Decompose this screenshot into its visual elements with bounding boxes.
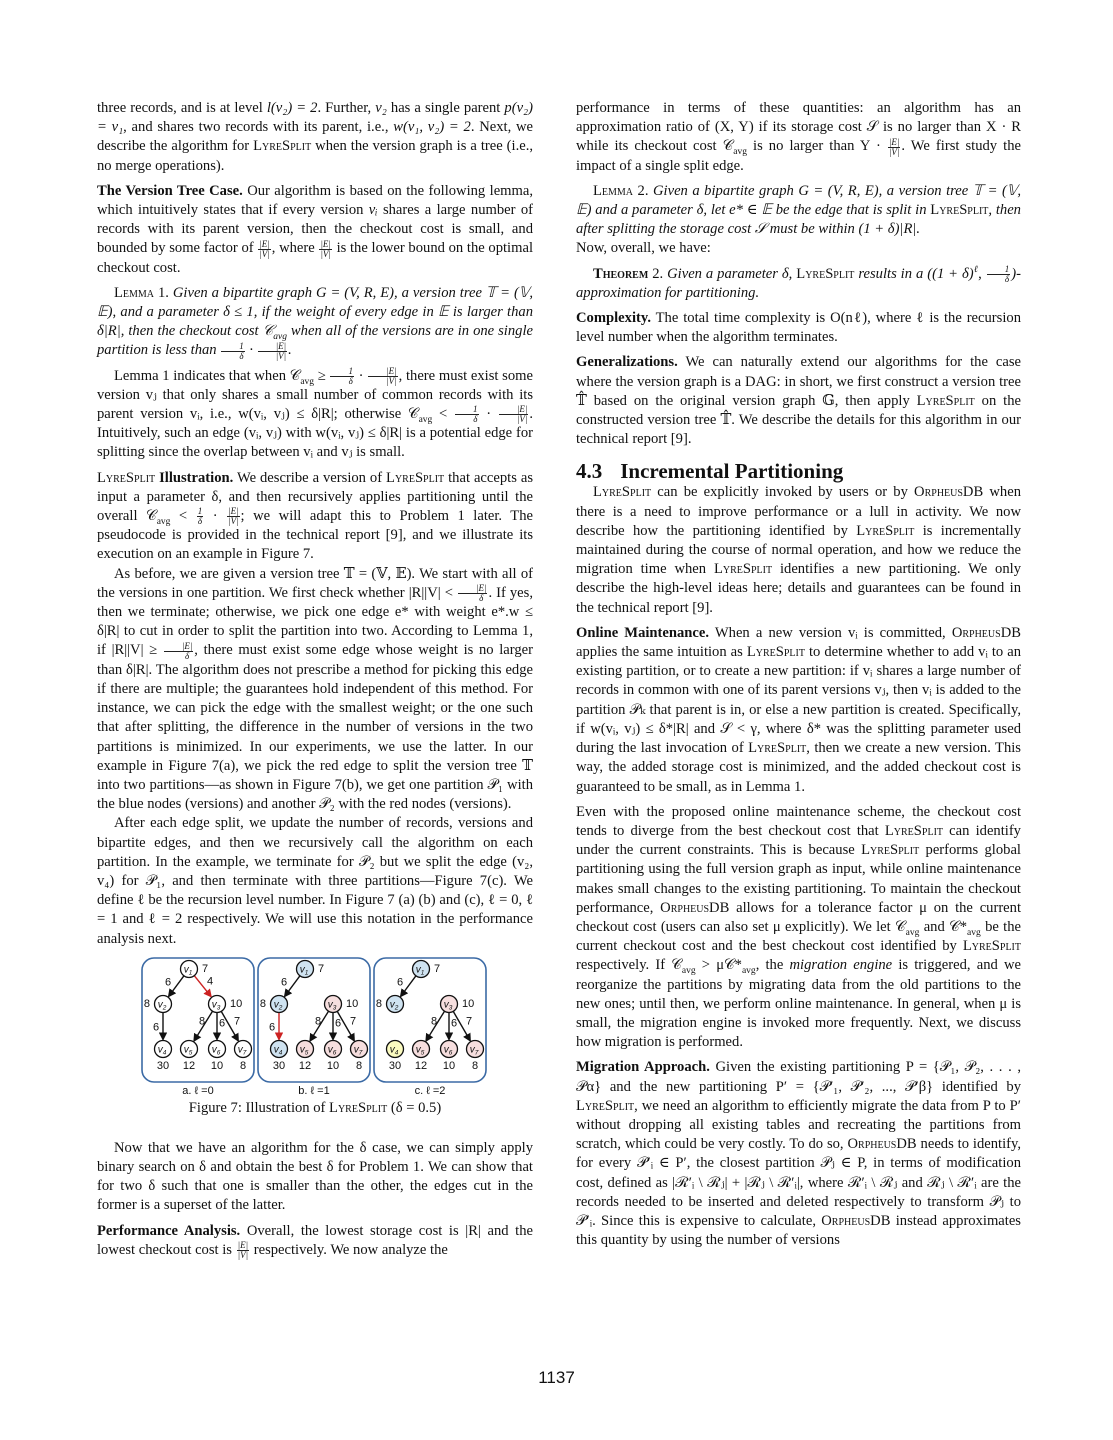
text: when the version graph is a tree (i.e., no merge operations).: [97, 138, 533, 174]
svg-text:7: 7: [434, 962, 441, 975]
svg-text:6: 6: [396, 976, 404, 989]
fraction-E-over-V: $\frac{|E|}{|V|}$: [368, 367, 397, 386]
svg-text:6: 6: [164, 976, 172, 989]
svg-text:v2: $v_2$: [389, 999, 399, 1012]
svg-text:7: 7: [465, 1015, 473, 1028]
system-name: LyreSplit: [593, 484, 652, 501]
system-name: LyreSplit: [962, 938, 1021, 955]
text: , there must exist some edge whose weight is no larger than δ|R|. The algorithm does not prescribe a method for picking this edge if there are multiple; the guarantees hold independent of this method. For instance, we can pick the edge with the smallest weight; or the one such that after splitting, the difference in the number of versions in the two partitions is minimized. In our experiments, we use the latter. In our example in Figure 7(a), we pick the red edge to split the version tree 𝕋 into two partitions—as shown in Figure 7(b), we get one partition 𝒫₁ with the blue nodes (versions) and another 𝒫₂ with the red nodes (versions).: [97, 642, 533, 813]
text: Even with the proposed online maintenance scheme, the checkout cost tends to diverge from the best checkout cost that: [576, 803, 1021, 839]
fraction-E-over-V: $\frac{|E|}{|V|}$: [237, 1239, 249, 1260]
svg-text:8: 8: [355, 1059, 363, 1072]
subscript: avg: [156, 516, 171, 527]
svg-text:10: 10: [230, 997, 243, 1010]
paragraph-lemma1-discussion: Lemma 1 indicates that when 𝒞$_{avg}$ ≥ $\frac{1}{\delta}$ · $\frac{|E|}{|V|}$ , there must exist some version vⱼ that only shares a small number of common records with its parent version vᵢ, i.e., w(vᵢ, vⱼ) ≤ δ|R|; otherwise 𝒞$_{avg}$ < $\frac{1}{\delta}$ · $\frac{|E|}{|V|}$ . Intuitively, such an edge (vᵢ, vⱼ) with w(vᵢ, vⱼ) ≤ δ|R| is a potential edge for splitting since the overlap between vᵢ and vⱼ is small.: [97, 365, 533, 461]
svg-text:7: 7: [349, 1015, 357, 1028]
svg-text:12: 12: [182, 1059, 196, 1072]
text: when there is a need to improve performance or a lull in activity. We now describe how the partitioning identified by: [576, 484, 1021, 539]
text: when all of the versions are in one single partition is less than: [97, 323, 533, 359]
text: ; we will adapt this to Problem 1 later. The pseudocode is provided in the technical report [9], and we illustrate its execution on an example in Figure 7.: [97, 508, 533, 563]
paragraph-version-tree-case: [97, 182, 533, 278]
subscript: avg: [681, 966, 696, 977]
svg-text:6: 6: [334, 1017, 342, 1030]
svg-text:v7: $v_7$: [237, 1044, 247, 1057]
figure-7: [97, 957, 533, 1133]
system-name: LyreSplit: [713, 561, 773, 578]
system-name: LyreSplit: [329, 1099, 388, 1116]
subscript: avg: [905, 927, 920, 938]
text: Overall, the lowest storage cost is |R| and the lowest checkout cost is: [97, 1222, 533, 1258]
math: l(v₂) = 2: [266, 100, 318, 116]
section-heading: [576, 459, 1021, 483]
svg-text:v1: $v_1$: [183, 964, 193, 977]
svg-text:v7: $v_7$: [469, 1044, 479, 1057]
text: Our algorithm is based on the following lemma, which intuitively states that if every version: [97, 182, 533, 219]
svg-text:8: 8: [314, 1015, 322, 1028]
text: has a single parent: [386, 100, 505, 116]
svg-text:8: 8: [259, 997, 266, 1010]
theorem-label: Theorem: [593, 265, 649, 282]
theorem-2: [576, 265, 1021, 303]
fraction-1-over-delta: $\frac{1}{\delta}$: [455, 405, 479, 424]
text: needs to identify, for every 𝒫′ᵢ ∈ P′, the closest partition 𝒫ⱼ ∈ P, in terms of modification cost, defined as |ℛ′ᵢ \ ℛⱼ| + |ℛⱼ \ ℛ′ᵢ|, where ℛ′ᵢ \ ℛⱼ and ℛⱼ \ ℛ′ᵢ are the records needed to be inserted and deleted respectively to transform 𝒫ⱼ to 𝒫′ᵢ. Since this is expensive to calculate,: [576, 1136, 1021, 1229]
text: . Next, we describe the algorithm for: [97, 119, 534, 155]
section-number: 4.3: [576, 459, 603, 484]
text: can identify under the current constraints. This is because: [576, 822, 1021, 859]
svg-text:30: 30: [388, 1059, 402, 1072]
text: , then after splitting the storage cost 𝒮 must be within (1 + δ)|R|.: [576, 202, 1021, 238]
text: is no larger than Y ·: [746, 138, 887, 155]
fraction-E-over-V: $\frac{|E|}{|V|}$: [228, 506, 239, 527]
text: Given a parameter δ,: [663, 265, 797, 282]
svg-text:7: 7: [233, 1015, 241, 1028]
theorem-number: 2.: [648, 265, 664, 282]
paragraph-complexity: [576, 309, 1021, 347]
text: and 𝒞*: [919, 918, 968, 935]
text: The total time complexity is O(nℓ), where ℓ is the recursion level number when the algorithm terminates.: [576, 310, 1021, 346]
text: . We first study the impact of a single split edge.: [576, 138, 1021, 174]
svg-text:v6: $v_6$: [327, 1044, 337, 1057]
figure-panel-3: [374, 958, 486, 1097]
paragraph-heading: Migration Approach.: [576, 1059, 710, 1076]
text: , then we create a new version. This way, the added storage cost is minimized, and the added checkout cost is guaranteed to be small, as in Lemma 1.: [576, 740, 1021, 795]
svg-text:v2: $v_2$: [273, 999, 283, 1012]
left-column: [97, 99, 533, 1260]
svg-text:v4: $v_4$: [273, 1044, 283, 1057]
svg-text:8: 8: [239, 1059, 247, 1072]
paragraph-intro: [97, 99, 533, 176]
math: v₂: [375, 100, 387, 116]
text: .: [288, 342, 292, 359]
paragraph-heading: The Version Tree Case.: [97, 182, 243, 199]
fraction-E-over-V: $\frac{|E|}{|V|}$: [258, 342, 287, 361]
svg-text:b. ℓ =1: b. ℓ =1: [298, 1084, 330, 1097]
fraction-E-over-delta: $\frac{|E|}{\delta}$: [164, 642, 193, 661]
svg-text:6: 6: [152, 1021, 160, 1034]
fraction-E-over-V: $\frac{|E|}{|V|}$: [499, 405, 528, 424]
subscript: avg: [300, 376, 315, 387]
fraction-1-over-delta: $\frac{1}{\delta}$: [330, 367, 354, 386]
fraction-E-over-V: $\frac{|E|}{|V|}$: [259, 238, 270, 259]
text: . If yes, then we terminate; otherwise, we pick one edge e* with weight e*.w ≤ δ|R| to cut in order to split the partition into two. According to Lemma 1, if |R||V| ≥: [97, 584, 533, 659]
text: (δ = 0.5): [387, 1099, 442, 1116]
text: shares a large number of records with its parent version, then the checkout cost is small, and bounded by some factor of: [97, 202, 533, 257]
paragraph-even-with: [576, 803, 1021, 1053]
text: ,: [978, 265, 986, 282]
svg-text:30: 30: [156, 1059, 170, 1072]
svg-text:v1: $v_1$: [415, 964, 425, 977]
svg-text:v2: $v_2$: [157, 999, 167, 1012]
text: <: [432, 406, 455, 423]
svg-text:v1: $v_1$: [299, 964, 309, 977]
svg-text:10: 10: [210, 1059, 224, 1072]
svg-text:v6: $v_6$: [211, 1044, 221, 1057]
svg-text:v3: $v_3$: [327, 999, 337, 1012]
subscript: avg: [418, 414, 433, 425]
section-title: Incremental Partitioning: [620, 459, 844, 484]
system-name: LyreSplit: [253, 138, 312, 155]
page-number: 1137: [538, 1368, 575, 1387]
math: p(v₂) = v₁: [97, 100, 533, 136]
svg-text:30: 30: [272, 1059, 286, 1072]
text: instead approximates this quantity by using the number of versions: [576, 1212, 1021, 1249]
text: Lemma 1 indicates that when 𝒞: [114, 367, 301, 384]
paragraph-after-split: After each edge split, we update the number of records, versions and bipartite edges, and then we recursively call the algorithm on each partition. In the example, we terminate for 𝒫₂ but we split the edge (v₂, v₄) for 𝒫₁, and then terminate with three partitions—Figure 7(c). We define ℓ be the recursion level number. In Figure 7 (a) (b) and (c), ℓ = 0, ℓ = 1 and ℓ = 2 respectively. We will use this notation in the performance analysis next.: [97, 815, 533, 947]
svg-text:v5: $v_5$: [299, 1044, 309, 1057]
fraction-1-over-delta: $\frac{1}{\delta}$: [987, 265, 1011, 284]
text: be the current checkout cost and the best checkout cost identified by: [576, 918, 1021, 955]
text: , we need an algorithm to efficiently migrate the data from P to P′ without dropping all existing tables and recreating the partitions from scratch, which could be very costly. To do so,: [576, 1097, 1021, 1153]
text: We describe a version of: [233, 469, 387, 486]
svg-text:v5: $v_5$: [415, 1044, 425, 1057]
text: As before, we are given a version tree 𝕋 = (𝕍, 𝔼). We start with all of the versions in one partition. We first check whether |R||V| <: [97, 565, 533, 601]
text: is triggered, and we reorganize the partitions by migrating data from the old partitions to the new ones; until then, we perform online maintenance. In general, when μ is small, the migration engine is invoked more frequently. Next, we discuss how migration is performed.: [576, 957, 1022, 1051]
fraction-E-over-V: $\frac{|E|}{|V|}$: [320, 238, 331, 259]
system-name: LyreSplit: [861, 842, 920, 859]
svg-text:4: 4: [206, 975, 214, 988]
text: . Further,: [317, 100, 376, 116]
svg-text:7: 7: [202, 962, 209, 975]
svg-text:8: 8: [143, 997, 150, 1010]
lemma-2: [576, 182, 1021, 240]
fraction-1-over-delta: $\frac{1}{\delta}$: [221, 342, 245, 361]
svg-text:10: 10: [346, 997, 359, 1010]
system-name: LyreSplit: [916, 392, 975, 409]
lemma-1: [97, 284, 533, 361]
text: Given a bipartite graph G = (V, R, E), a version tree 𝕋 = (𝕍, 𝔼), and a parameter δ ≤ 1, if the weight of every edge in 𝔼 is larger than δ|R|, then the checkout cost 𝒞: [97, 284, 534, 340]
subscript: avg: [967, 927, 981, 938]
figure-panel-1: [142, 958, 254, 1097]
subscript: avg: [741, 966, 756, 977]
superscript: ℓ: [973, 264, 979, 275]
svg-text:v4: $v_4$: [157, 1044, 167, 1057]
text: applies the same intuition as: [576, 644, 747, 661]
text: is the lower bound on the optimal checkout cost.: [97, 240, 533, 276]
figure-caption: [97, 1099, 533, 1118]
paragraph-heading: Complexity.: [576, 310, 651, 327]
right-column: [576, 99, 1021, 1250]
svg-text:6: 6: [280, 976, 288, 989]
lemma-label: Lemma: [593, 182, 634, 199]
lemma-number: 1.: [154, 284, 169, 301]
lemma-number: 2.: [633, 182, 649, 199]
figure-panel-2: [258, 958, 370, 1097]
svg-text:a. ℓ =0: a. ℓ =0: [182, 1084, 214, 1097]
fraction-1-over-delta: $\frac{1}{\delta}$: [197, 506, 203, 527]
text: to determine whether to add vᵢ to an existing partition, or to create a new partition: if vᵢ shares a large number of records in common with one of its parent versions vⱼ, then vᵢ is added to the partition 𝒫ₖ that parent is in, or else a new partition is created. Specifically, if w(vᵢ, vⱼ) ≤ δ*|R| and 𝒮 < γ, where δ* was the splitting parameter used during the last invocation of: [576, 644, 1021, 757]
svg-text:v5: $v_5$: [183, 1044, 193, 1057]
text: that accepts as input a parameter δ, and then recursively applies partitioning until the overall 𝒞: [97, 469, 533, 525]
paragraph-online-maintenance: [576, 624, 1021, 797]
text: ·: [245, 342, 257, 359]
svg-text:8: 8: [198, 1015, 206, 1028]
text: , there must exist some version vⱼ that only shares a small number of common records with its parent version vᵢ, i.e., w(vᵢ, vⱼ) ≤ δ|R|; otherwise 𝒞: [97, 367, 533, 423]
text: . Intuitively, such an edge (vᵢ, vⱼ) with w(vᵢ, vⱼ) ≤ δ|R| is a potential edge for splitting since the overlap between vᵢ and vⱼ is small.: [97, 406, 533, 461]
paragraph-performance-analysis: [97, 1222, 533, 1260]
text: can be explicitly invoked by users or by: [651, 484, 915, 501]
svg-text:v3: $v_3$: [443, 999, 453, 1012]
text: results in a ((1 + δ): [854, 265, 974, 282]
system-name: OrpheusDB: [821, 1212, 891, 1229]
system-name: LyreSplit: [748, 740, 807, 757]
paragraph-incremental: [576, 483, 1021, 617]
system-name: OrpheusDB: [914, 484, 984, 501]
svg-text:v7: $v_7$: [353, 1044, 363, 1057]
text: ≥: [314, 367, 330, 384]
paragraph-illustration: LyreSplit Illustration. We describe a version of LyreSplit that accepts as input a parameter δ, and then recursively applies partitioning until the overall 𝒞$_{avg}$ < $\frac{1}{\delta}$ · $\frac{|E|}{|V|}$ ; we will adapt this to Problem 1 later. The pseudocode is provided in the technical report [9], and we illustrate its execution on an example in Figure 7.: [97, 469, 533, 563]
fraction-E-over-delta: $\frac{|E|}{\delta}$: [458, 584, 487, 603]
system-name: OrpheusDB: [847, 1136, 917, 1153]
system-name: OrpheusDB: [951, 624, 1021, 641]
paragraph-now-that: Now that we have an algorithm for the δ case, we can simply apply binary search on δ and obtain the best δ for Problem 1. We can show that for two δ such that one is smaller than the other, the edges cut in the former is a superset of the latter.: [97, 1139, 533, 1214]
system-name: LyreSplit: [576, 1097, 635, 1114]
text: <: [170, 508, 196, 525]
text: performs global partitioning using the full version graph as input, while online maintenance makes small changes to the existing partitioning. To maintain the checkout performance,: [576, 842, 1021, 916]
system-name: LyreSplit: [97, 469, 156, 486]
text: performance in terms of these quantities: an algorithm has an approximation ratio of (X, Y) if its storage cost 𝒮 is no larger than X · R while its checkout cost 𝒞: [576, 100, 1021, 155]
text: respectively. If 𝒞: [576, 957, 682, 974]
paragraph-heading: Performance Analysis.: [97, 1222, 241, 1239]
paragraph-as-before: [97, 565, 533, 815]
svg-text:8: 8: [471, 1059, 479, 1072]
svg-text:7: 7: [318, 962, 325, 975]
svg-text:8: 8: [430, 1015, 438, 1028]
system-name: LyreSplit: [884, 822, 944, 839]
svg-text:12: 12: [298, 1059, 312, 1072]
svg-text:12: 12: [414, 1059, 428, 1072]
paragraph-performance-continued: [576, 99, 1021, 176]
svg-text:v6: $v_6$: [443, 1044, 453, 1057]
text: When a new version vᵢ is committed,: [709, 624, 952, 641]
math: vᵢ: [368, 202, 378, 219]
text: identifies a new partitioning. We only describe the high-level ideas here; details and guarantees can be found in the technical report [9].: [576, 561, 1021, 616]
math: w(v₁, v₂) = 2: [393, 119, 471, 136]
svg-text:8: 8: [375, 997, 382, 1010]
fraction-E-over-V: $\frac{|E|}{|V|}$: [888, 136, 900, 157]
text: , where: [271, 240, 319, 257]
system-name: LyreSplit: [386, 469, 445, 486]
text: allows for a tolerance factor μ on the current checkout cost (users can also set μ explicitly). We let 𝒞: [576, 899, 1022, 935]
system-name: LyreSplit: [856, 522, 915, 539]
text: is incrementally maintained during the course of normal operation, and how we reduce the migration time when: [576, 522, 1021, 578]
text: > μ𝒞*: [695, 957, 742, 974]
svg-text:v3: $v_3$: [211, 999, 221, 1012]
paragraph-heading: Illustration.: [155, 469, 234, 486]
lemma-label: Lemma: [114, 284, 155, 301]
subscript: avg: [273, 332, 287, 343]
system-name: LyreSplit: [930, 202, 989, 219]
text: three records, and is at level: [97, 100, 267, 116]
svg-text:6: 6: [218, 1017, 226, 1030]
text: , the: [755, 957, 790, 974]
paragraph-heading: Generalizations.: [576, 354, 678, 371]
system-name: LyreSplit: [746, 644, 805, 661]
text: respectively. We now analyze the: [250, 1241, 448, 1258]
text: on the constructed version tree 𝕋̂. We describe the details for this algorithm in our technical report [9].: [576, 392, 1021, 448]
text: Given a bipartite graph G = (V, R, E), a version tree 𝕋 = (𝕍, 𝔼) and a parameter δ, let e* ∈ 𝔼 be the edge that is split in: [576, 182, 1022, 219]
subscript: avg: [733, 147, 747, 158]
paragraph-migration-approach: [576, 1058, 1021, 1250]
svg-text:6: 6: [268, 1021, 276, 1034]
svg-text:v4: $v_4$: [389, 1044, 399, 1057]
system-name: OrpheusDB: [660, 899, 730, 916]
svg-text:10: 10: [462, 997, 475, 1010]
figure-7-graph: [141, 957, 489, 1097]
svg-text:10: 10: [326, 1059, 340, 1072]
svg-text:6: 6: [450, 1017, 458, 1030]
text: Given the existing partitioning P = {𝒫₁, 𝒫₂, . . . , 𝒫α} and the new partitioning P′ = {𝒫′₁, 𝒫′₂, ..., 𝒫′β} identified by: [576, 1059, 1021, 1095]
emphasis: migration engine: [789, 957, 893, 974]
paragraph-now-overall: Now, overall, we have:: [576, 240, 711, 257]
paragraph-generalizations: [576, 353, 1021, 449]
text: )-approximation for partitioning.: [576, 265, 1021, 301]
text: , and shares two records with its parent, i.e.,: [123, 119, 394, 136]
svg-text:10: 10: [442, 1059, 456, 1072]
text: Figure 7: Illustration of: [188, 1099, 330, 1116]
paragraph-heading: Online Maintenance.: [576, 624, 710, 641]
system-name: LyreSplit: [796, 265, 855, 282]
svg-text:c. ℓ =2: c. ℓ =2: [414, 1084, 446, 1097]
text: We can naturally extend our algorithms for the case where the version graph is a DAG: in short, we first construct a version tree 𝕋̂ based on the original version graph 𝔾, then apply: [576, 354, 1021, 409]
